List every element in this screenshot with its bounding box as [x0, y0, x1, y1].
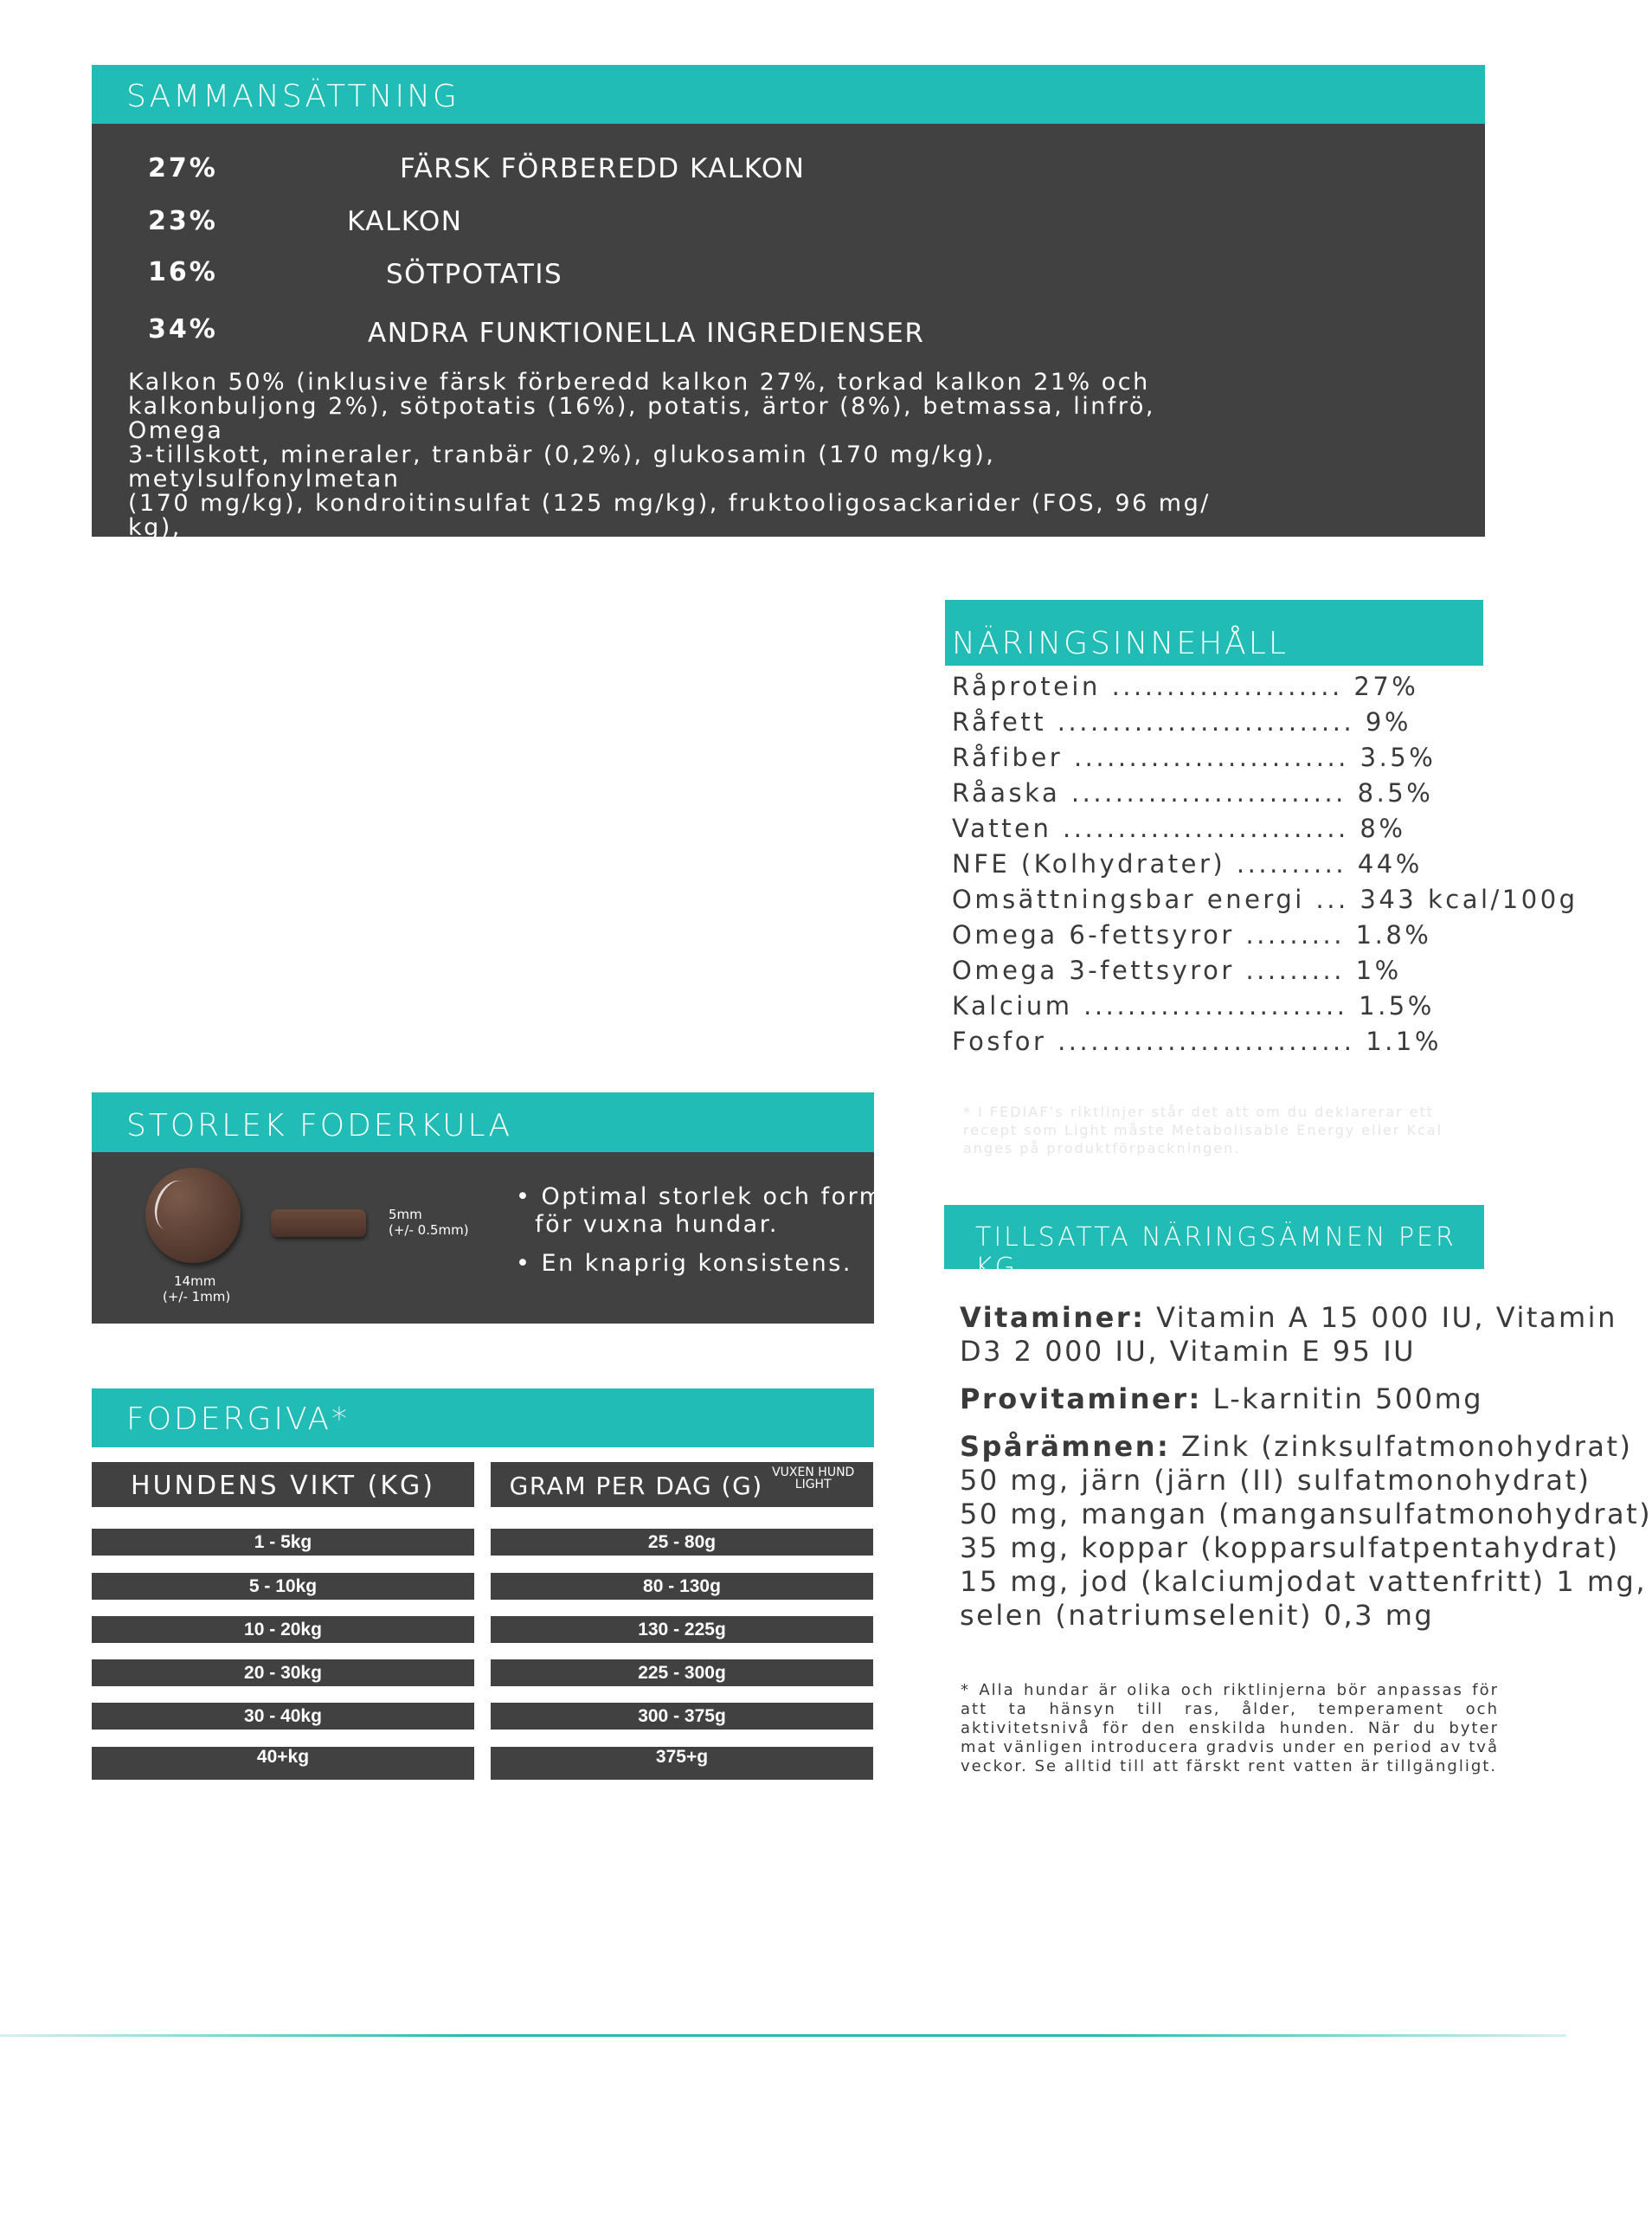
nutrition-row: Omega 6-fettsyror ......... 1.8% — [952, 920, 1432, 950]
description-line: 3-tillskott, mineraler, tranbär (0,2%), glukosamin (170 mg/kg), metylsulfonylmetan — [128, 441, 996, 493]
added-nutrients-title: TILLSATTA NÄRINGSÄMNEN PER KG — [975, 1222, 1456, 1283]
vitamins-line — [960, 1301, 1617, 1335]
gram-cell: 130 - 225g — [491, 1616, 873, 1643]
note-line: recept som Light måste Metabolisable Energy eller Kcal — [963, 1122, 1443, 1138]
weight-cell: 20 - 30kg — [92, 1659, 474, 1686]
trace-elements-text: Zink (zinksulfatmonohydrat) — [1170, 1430, 1633, 1463]
vitamins-text-cont: D3 2 000 IU, Vitamin E 95 IU — [960, 1335, 1417, 1368]
description-line: mannanoligosackarider (MOS, 24 mg/kg) — [128, 538, 687, 565]
nutrition-title: NÄRINGSINNEHÅLL — [952, 626, 1289, 661]
flat-kibble-image — [271, 1209, 366, 1237]
kibble-bullet-cont: för vuxna hundar. — [516, 1211, 779, 1238]
composition-pct: 27% — [148, 153, 218, 184]
kibble-size-header — [92, 1092, 874, 1152]
weight-cell: 1 - 5kg — [92, 1529, 474, 1556]
composition-ingredient: FÄRSK FÖRBEREDD KALKON — [400, 153, 806, 184]
nutrition-row: NFE (Kolhydrater) .......... 44% — [952, 849, 1423, 879]
trace-elements-text: 35 mg, koppar (kopparsulfatpentahydrat) — [960, 1531, 1620, 1564]
nutrition-row: Fosfor ........................... 1.1% — [952, 1027, 1442, 1056]
flat-kibble-size: 5mm — [389, 1207, 422, 1222]
gram-column-label: GRAM PER DAG (G) — [509, 1472, 763, 1500]
feeding-footnote: * Alla hundar är olika och riktlinjerna bör anpassas för att ta hänsyn till ras, ålder, temperament och aktivitetsnivå för den enskilda hunden. När du byter mat vänligen introducera gradvis under en period av två veckor. Se alltid till att färskt rent vatten är tillgängligt. — [961, 1681, 1499, 1775]
nutrition-row: Råfett ........................... 9% — [952, 707, 1411, 737]
added-nutrients-body — [960, 1301, 1652, 1633]
description-line: kalkonbuljong 2%), sötpotatis (16%), potatis, ärtor (8%), betmassa, linfrö, Omega — [128, 393, 1155, 444]
trace-elements-label: Spårämnen: — [960, 1430, 1171, 1463]
composition-panel — [92, 124, 1485, 565]
fediaf-note — [963, 1103, 1501, 1157]
nutrition-row: Råprotein ..................... 27% — [952, 672, 1419, 701]
nutrition-row: Kalcium ........................ 1.5% — [952, 991, 1435, 1021]
gram-column-header — [491, 1462, 873, 1507]
composition-pct: 23% — [148, 206, 218, 236]
nutrition-row: Vatten .......................... 8% — [952, 814, 1406, 843]
weight-column-header — [92, 1462, 474, 1507]
weight-cell: 40+kg — [92, 1747, 474, 1780]
feeding-header — [92, 1388, 874, 1447]
kibble-size-panel — [92, 1152, 884, 1324]
vitamins-label: Vitaminer: — [960, 1301, 1146, 1334]
note-line: anges på produktförpackningen. — [963, 1140, 1241, 1156]
subtitle-line: VUXEN HUND — [772, 1466, 855, 1479]
composition-ingredient: KALKON — [347, 206, 463, 237]
trace-elements-text: 50 mg, mangan (mangansulfatmonohydrat) — [960, 1498, 1652, 1530]
nutrition-row: Omsättningsbar energi ... 343 kcal/100g — [952, 885, 1578, 914]
description-line: (170 mg/kg), kondroitinsulfat (125 mg/kg), fruktooligosackarider (FOS, 96 mg/ kg), — [128, 490, 1211, 541]
weight-cell: 30 - 40kg — [92, 1703, 474, 1730]
weight-column-label: HUNDENS VIKT (KG) — [131, 1471, 435, 1501]
round-kibble-size: 14mm — [174, 1273, 216, 1289]
provitamins-line — [960, 1382, 1583, 1416]
nutrition-header — [945, 600, 1483, 666]
gram-cell: 375+g — [491, 1747, 873, 1780]
round-kibble-image — [145, 1168, 241, 1263]
composition-title: SAMMANSÄTTNING — [126, 79, 460, 114]
kibble-bullet: • En knaprig konsistens. — [516, 1250, 852, 1277]
vitamins-text: Vitamin A 15 000 IU, Vitamin — [1145, 1301, 1617, 1334]
trace-elements-text: selen (natriumselenit) 0,3 mg — [960, 1599, 1435, 1632]
trace-elements-text: 50 mg, järn (järn (II) sulfatmonohydrat) — [960, 1464, 1591, 1497]
composition-description — [128, 370, 1218, 564]
subtitle-line: LIGHT — [794, 1478, 832, 1491]
trace-elements-text: 15 mg, jod (kalciumjodat vattenfritt) 1 mg, — [960, 1565, 1648, 1598]
gram-cell: 300 - 375g — [491, 1703, 873, 1730]
feeding-title: FODERGIVA* — [126, 1401, 350, 1437]
gram-column-subtitle — [772, 1466, 854, 1491]
provitamins-label: Provitaminer: — [960, 1382, 1202, 1415]
nutrition-row: Råaska ......................... 8.5% — [952, 778, 1434, 808]
trace-elements-line — [960, 1430, 1633, 1464]
provitamins-text: L-karnitin 500mg — [1201, 1382, 1484, 1415]
weight-cell: 5 - 10kg — [92, 1573, 474, 1600]
gram-cell: 80 - 130g — [491, 1573, 873, 1600]
kibble-bullet: • Optimal storlek och form — [516, 1183, 884, 1210]
kibble-size-title: STORLEK FODERKULA — [126, 1108, 513, 1143]
composition-pct: 16% — [148, 257, 218, 287]
gram-cell: 25 - 80g — [491, 1529, 873, 1556]
weight-cell: 10 - 20kg — [92, 1616, 474, 1643]
composition-header — [92, 65, 1485, 124]
nutrition-list — [952, 669, 1578, 1060]
flat-kibble-tolerance: (+/- 0.5mm) — [389, 1222, 469, 1238]
bottom-divider — [0, 2034, 1566, 2037]
nutrition-row: Råfiber ......................... 3.5% — [952, 743, 1437, 772]
composition-ingredient: ANDRA FUNKTIONELLA INGREDIENSER — [368, 318, 925, 349]
composition-ingredient: SÖTPOTATIS — [386, 259, 563, 290]
note-line: * I FEDIAF’s riktlinjer står det att om du deklarerar ett — [963, 1104, 1435, 1120]
description-line: Kalkon 50% (inklusive färsk förberedd kalkon 27%, torkad kalkon 21% och — [128, 369, 1150, 396]
round-kibble-tolerance: (+/- 1mm) — [163, 1289, 231, 1304]
added-nutrients-header — [944, 1205, 1484, 1283]
nutrition-row: Omega 3-fettsyror ......... 1% — [952, 956, 1402, 985]
gram-cell: 225 - 300g — [491, 1659, 873, 1686]
composition-pct: 34% — [148, 314, 218, 345]
